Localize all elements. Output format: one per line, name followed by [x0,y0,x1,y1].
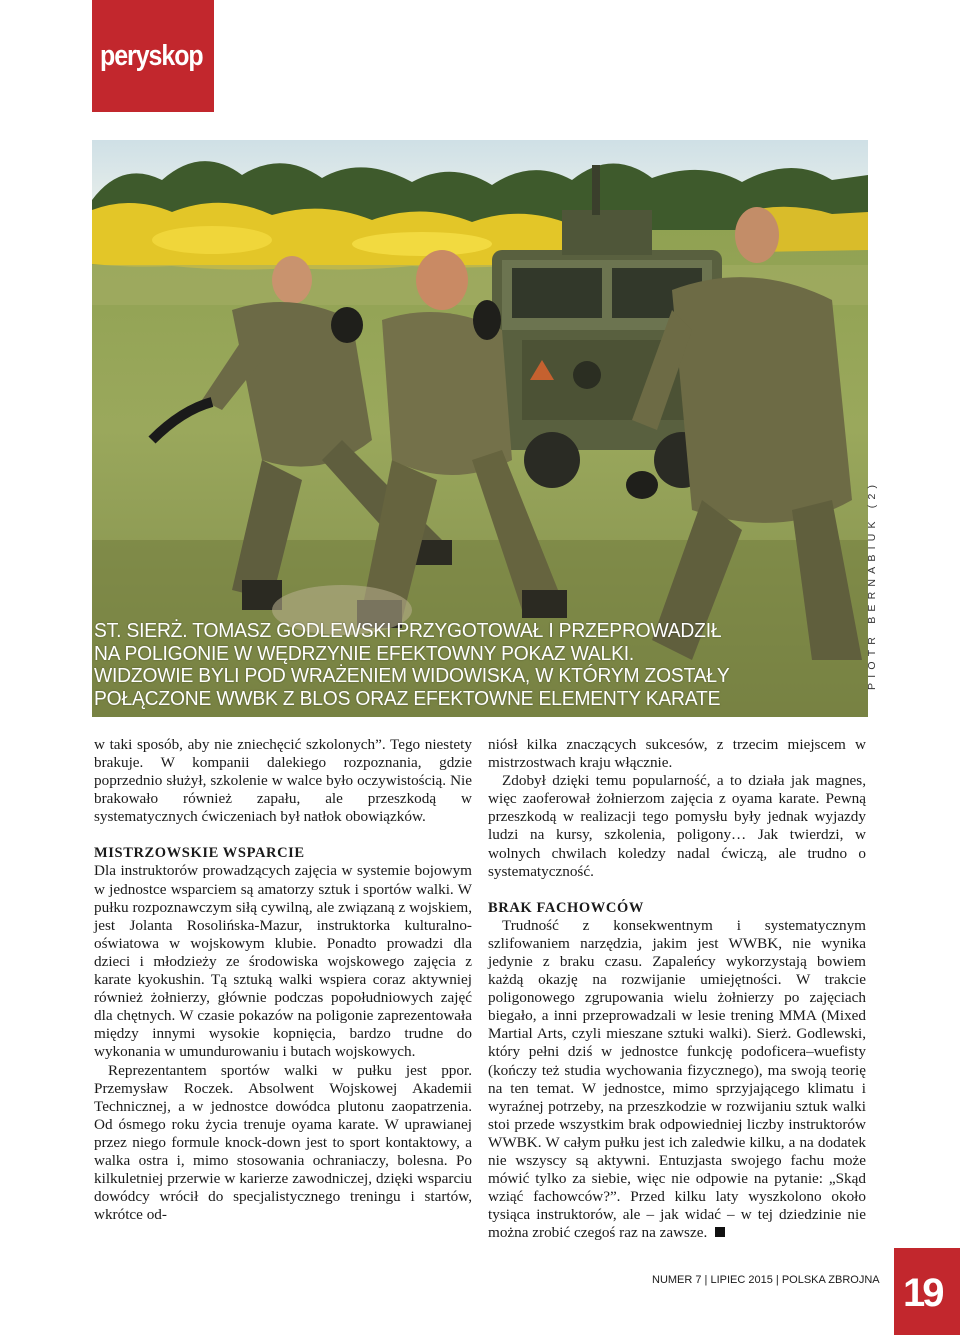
article-column-left [94,736,472,1224]
paragraph: w taki sposób, aby nie zniechęcić szkolonych”. Tego niestety brakuje. W kompanii dalekiego rozpoznania, gdzie poprzednio służył, szkolenie w walce było oczywistością. Nie brakowało również zapału, ale przeszkodą w systematycznych ćwiczeniach był natłok obowiązków. [94,736,472,826]
paragraph: niósł kilka znaczących sukcesów, z trzecim miejscem w mistrzostwach kraju włącznie. [488,736,866,772]
paragraph: Reprezentantem sportów walki w pułku jest ppor. Przemysław Roczek. Absolwent Wojskowej Akademii Technicznej, a w jednostce dowódca plutonu zaopatrzenia. Od ósmego roku życia trenuje oyama karate. W uprawianej przez niego formule knock-down jest to sport kontaktowy, a walka ostra i, mimo stosowania ochraniaczy, bolesna. Po kilkuletniej przerwie w karierze zawodniczej, dzięki wsparciu dowódcy wrócił do specjalistycznego treningu i startów, wkrótce od- [94,1061,472,1224]
photo-credit: PIOTR BERNABIUK (2) [866,479,878,690]
issue-info: NUMER 7 | LIPIEC 2015 | POLSKA ZBROJNA [652,1274,880,1286]
photo-caption [94,620,808,710]
section-tag [92,0,214,112]
page-number: 19 [903,1271,942,1315]
caption-line: NA POLIGONIE W WĘDRZYNIE EFEKTOWNY POKAZ WALKI. [94,641,635,665]
section-heading: MISTRZOWSKIE WSPARCIE [94,845,305,862]
caption-line: ST. SIERŻ. TOMASZ GODLEWSKI PRZYGOTOWAŁ I PRZEPROWADZIŁ [94,619,722,642]
paragraph: Zdobył dzięki temu popularność, a to działa jak magnes, więc zaoferował żołnierzom zajęcia z oyama karate. Pewną przeszkodą w realizacji tego pomysłu były jednak wyjazdy ludzi na kursy, szkolenia, poligony… Jak twierdzi, w wolnych chwilach koledzy nadal ćwiczą, ale trudno o systematyczność. [488,772,866,880]
paragraph [488,917,866,1243]
paragraph-text: Trudność z konsekwentnym i systematycznym szlifowaniem narzędzia, jakim jest WWBK, nie wynika jedynie z braku czasu. Zapaleńcy wykorzystają bowiem każdą okazję na rozwijanie umiejętności. W trakcie poligonowego zgrupowania wielu żołnierzy po zajęciach biegało, a inni przeprowadzali w lesie trening MMA (Mixed Martial Arts, czyli mieszane sztuki walki). Sierż. Godlewski, który pełni dziś w jednostce funkcję podoficera–wuefisty (kończy też studia wychowania fizycznego), ma swoją teorię na ten temat. W jednostce, mimo sprzyjającego klimatu i wyraźnej potrzeby, na przeszkodzie w rozwijaniu sztuk walki stoi przede wszystkim brak odpowiedniej liczby instruktorów WWBK. W całym pułku jest ich zaledwie kilku, a na dodatek nie wszyscy są aktywni. Entuzjasta swojego fachu może mówić tylko za siebie, więc nie odpowie na pytanie: „Skąd wziąć fachowców?”. Przed kilku laty wyszkolono około tysiąca instruktorów, ale – jak widać – w tej dziedzinie nie można zrobić czegoś raz na zawsze. [488,916,866,1242]
section-label: peryskop [100,40,203,72]
page-number-box [894,1248,960,1335]
caption-line: WIDZOWIE BYLI POD WRAŻENIEM WIDOWISKA, W KTÓRYM ZOSTAŁY [94,664,730,687]
article-column-right [488,736,866,1242]
end-of-article-square-icon [715,1227,725,1237]
section-heading: BRAK FACHOWCÓW [488,899,644,916]
caption-line: POŁĄCZONE WWBK Z BLOS ORAZ EFEKTOWNE ELEMENTY KARATE [94,686,721,710]
paragraph: Dla instruktorów prowadzących zajęcia w systemie bojowym w jednostce wsparciem są amatorzy sztuk i sportów walki. W pułku rozpoznawczym siłą cywilną, ale związaną z wojskiem, jest Jolanta Rosolińska-Mazur, instruktorka kulturalno-oświatowa w wojskowym klubie. Ponadto prowadzi dla dzieci i młodzieży ze środowiska wojskowego zajęcia z karate kyokushin. Tą sztuką walki wspiera coraz aktywniej również żołnierzy, głównie podczas popołudniowych zajęć dla chętnych. W czasie pokazów na poligonie zaprezentowała między innymi wysokie kopnięcia, bardzo trudne do wykonania w umundurowaniu i butach wojskowych. [94,862,472,1061]
